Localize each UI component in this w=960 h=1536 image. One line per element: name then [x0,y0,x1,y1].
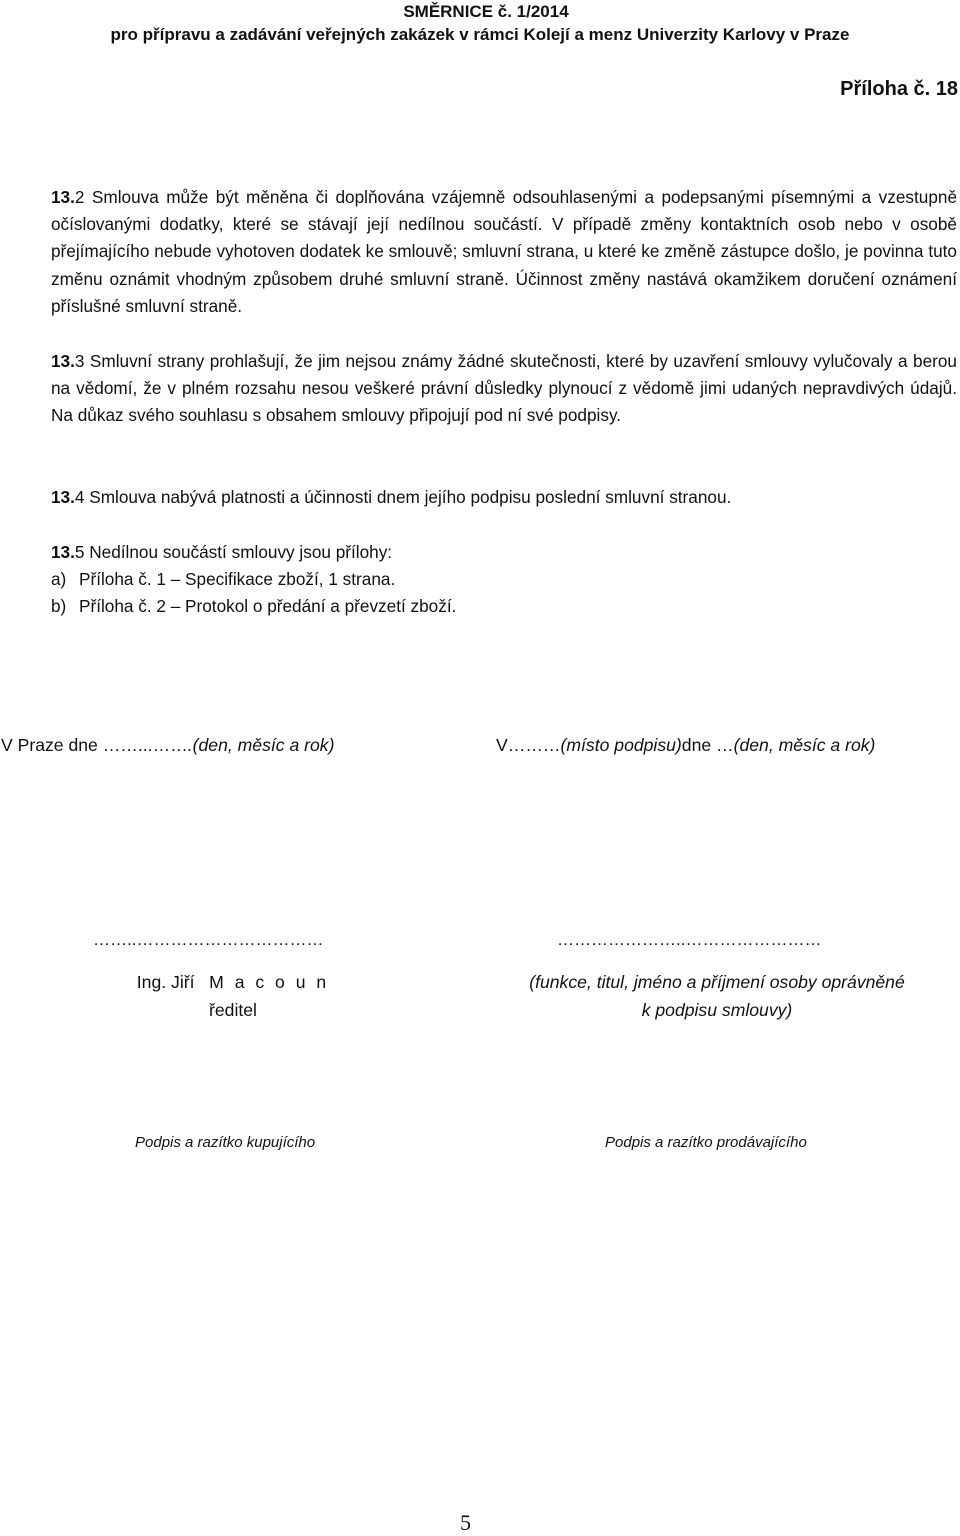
section-text: Smlouva nabývá platnosti a účinnosti dnem jejího podpisu poslední smluvní stranou. [84,487,732,507]
list-item [51,593,957,620]
stamp-label-buyer: Podpis a razítko kupujícího [135,1134,316,1151]
section-number: 13.4 [51,487,85,507]
section-text: Smlouva může být měněna či doplňována vzájemně odsouhlasenými a podepsanými písemnými a vzestupně očíslovanými dodatky, které se stávají její nedílnou součástí. V případě změny kontaktních osob nebo v osobě přejímajícího nebude vyhotoven dodatek ke smlouvě; smluvní strana, u které ke změně zástupce došlo, je povinna tuto změnu oznámit vhodným způsobem druhé smluvní straně. Účinnost změny nastává okamžikem doručení oznámení příslušné smluvní straně. [51,187,957,316]
list-marker: b) [51,596,67,617]
section-number: 13.5 [51,542,85,562]
section-text: Nedílnou součástí smlouvy jsou přílohy: [84,542,393,562]
signature-line-buyer: ……..…………………………… [93,930,324,949]
signatory-description-line2: k podpisu smlouvy) [641,999,793,1020]
signature-line-seller: …………………..…………………… [557,930,822,949]
section-13-4 [51,484,957,511]
signatory-seller [486,969,948,1024]
list-item [51,566,957,593]
place-date-seller: V………(místo podpisu)dne …(den, měsíc a rok) [496,735,876,755]
section-text: Smluvní strany prohlašují, že jim nejsou známy žádné skutečnosti, které by uzavření smlouvy vylučovaly a berou na vědomí, že v plném rozsahu nesou veškeré právní důsledky plynoucí z vědomě jimi udaných nepravdivých údajů. Na důkaz svého souhlasu s obsahem smlouvy připojují pod ní své podpisy. [51,351,957,426]
attachment-list [51,566,957,620]
signatory-role: ředitel [209,999,257,1020]
signatory-name: Ing. Jiří M a c o u n [136,972,330,992]
list-item-text: Příloha č. 1 – Specifikace zboží, 1 strana. [79,569,396,590]
stamp-label-seller: Podpis a razítko prodávajícího [605,1134,807,1151]
section-number: 13.3 [51,351,85,371]
section-13-5 [51,539,957,621]
annex-label: Příloha č. 18 [840,78,958,100]
signatory-description-line1: (funkce, titul, jméno a příjmení osoby oprávněné [529,972,905,992]
page-number: 5 [460,1510,471,1535]
header-subtitle: pro přípravu a zadávání veřejných zakázek v rámci Kolejí a menz Univerzity Karlovy v Praze [110,25,850,44]
place-date-buyer: V Praze dne ……...…….(den, měsíc a rok) [1,735,335,755]
section-13-3 [51,348,957,430]
list-marker: a) [51,569,67,590]
section-13-2 [51,184,957,320]
list-item-text: Příloha č. 2 – Protokol o předání a převzetí zboží. [79,596,457,617]
signatory-buyer [93,969,373,1024]
header-title: SMĚRNICE č. 1/2014 [403,2,569,21]
section-number: 13.2 [51,187,85,207]
